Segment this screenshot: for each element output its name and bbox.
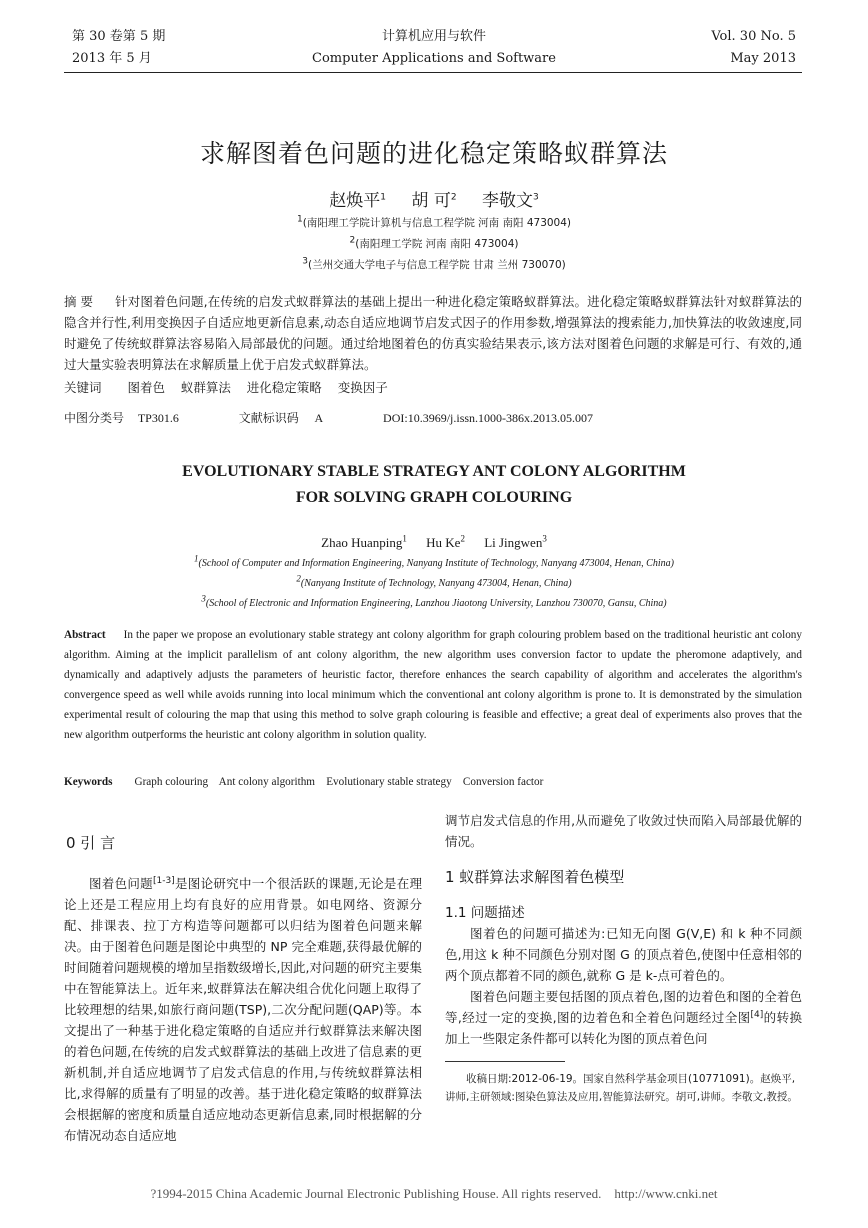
section-heading-intro: 0 引 言: [66, 834, 116, 852]
header-volume: [72, 26, 165, 70]
clc-value: TP301.6: [137, 411, 179, 425]
keywords-en-label: Keywords: [64, 776, 113, 788]
author-en: Hu Ke$^2$: [426, 533, 465, 550]
problem-paragraph-1: 图着色的问题可描述为:已知无向图 G(V,E) 和 k 种不同颜色,用这 k 种不同颜色分别对图 G 的顶点着色,使图中任意相邻的两个顶点都着不同的颜色,就称 G 是 k-点可着色的。: [445, 926, 802, 983]
author-cn: 胡 可$^2$: [411, 191, 457, 211]
abstract-cn: [64, 291, 802, 375]
keywords-cn: [64, 377, 802, 398]
keywords-en: [64, 772, 802, 792]
footnote: 收稿日期:2012-06-19。国家自然科学基金项目(10771091)。赵焕平,讲师,主研领域:图染色算法及应用,智能算法研究。胡可,讲师。李敬文,教授。: [445, 1073, 798, 1103]
header-center-line1: 计算机应用与软件: [381, 29, 486, 44]
right-column: [445, 810, 802, 1106]
copyright-footer: ?1994-2015 China Academic Journal Electronic Publishing House. All rights reserved. http://www.cnki.net: [150, 1186, 718, 1201]
header-issue: [711, 26, 796, 70]
citation: [1-3]: [152, 875, 175, 886]
affiliation-cn: $^2$(南阳理工学院 河南 南阳 473004): [349, 235, 519, 250]
header-journal: [234, 26, 634, 70]
abstract-en-label: Abstract: [64, 629, 106, 641]
header-left-line2: 2013 年 5 月: [72, 51, 152, 66]
abstract-en: [64, 625, 802, 745]
header-right-line1: Vol. 30 No. 5: [711, 29, 796, 44]
doc-code-label: 文献标识码: [238, 411, 299, 425]
keywords-en-text: Graph colouring Ant colony algorithm Evolutionary stable strategy Conversion factor: [134, 776, 544, 788]
section-heading-1: 1 蚁群算法求解图着色模型: [445, 868, 625, 886]
affiliation-cn: $^3$(兰州交通大学电子与信息工程学院 甘肃 兰州 730070): [302, 256, 566, 271]
abstract-cn-text: 针对图着色问题,在传统的启发式蚁群算法的基础上提出一种进化稳定策略蚁群算法。进化稳定策略蚁群算法针对蚁群算法的隐含并行性,利用变换因子自适应地更新信息素,动态自适应地调节启发式因子的作用参数,增强算法的搜索能力,加快算法的收敛速度,同时避免了传统蚁群算法容易陷入局部最优的问题。通过给地图着色的仿真实验结果表示,该方法对图着色问题的求解是可行、有效的,通过大量实验表明算法在求解质量上优于启发式蚁群算法。: [64, 294, 802, 372]
authors-en: [0, 535, 868, 551]
author-en: Zhao Huanping$^1$: [321, 533, 407, 550]
classification-line: [64, 408, 802, 429]
footnote-rule: [445, 1061, 565, 1062]
author-en: Li Jingwen$^3$: [484, 533, 547, 550]
header-center-line2: Computer Applications and Software: [312, 51, 556, 66]
affiliation-en: $^1$(School of Computer and Information Engineering, Nanyang Institute of Technology, Nanyang 473004, Henan, China): [194, 553, 674, 569]
citation: [4]: [750, 1009, 764, 1020]
header-left-line1: 第 30 卷第 5 期: [72, 29, 166, 44]
keywords-cn-text: 图着色 蚁群算法 进化稳定策略 变换因子: [127, 380, 388, 395]
doc-code-value: A: [314, 411, 324, 425]
affiliation-en: $^2$(Nanyang Institute of Technology, Nanyang 473004, Henan, China): [296, 573, 572, 589]
doi: DOI:10.3969/j.issn.1000-386x.2013.05.007: [383, 411, 594, 425]
author-cn: 李敬文$^3$: [481, 191, 539, 211]
header-rule: [64, 72, 802, 73]
author-cn: 赵焕平$^1$: [329, 191, 387, 211]
intro-paragraph: 图着色问题[1-3]是图论研究中一个很活跃的课题,无论是在理论上还是工程应用上均有良好的应用背景。如电网络、资源分配、排课表、拉丁方构造等问题都可以归结为图着色问题来解决。由于图着色问题是图论中典型的 NP 完全难题,获得最优解的时间随着问题规模的增加呈指数级增长,因此,对问题的研究主要集中在智能算法上。近年来,蚁群算法在解决组合优化问题上取得了比较理想的结果,如旅行商问题(TSP),二次分配问题(QAP)等。本文提出了一种基于进化稳定策略的自适应并行蚁群算法来解决图的着色问题,在传统的启发式蚁群算法的基础上改进了信息素的更新机制,并自适应地调节了启发式信息的作用,与传统蚁群算法相比,求得解的质量有了明显的改善。基于进化稳定策略的蚁群算法会根据解的密度和质量自适应地动态更新信息素,同时根据解的分布情况动态自适应地: [64, 875, 422, 1143]
paper-title-en: [0, 459, 868, 511]
abstract-cn-label: 摘 要: [64, 294, 93, 309]
problem-paragraph-2: 图着色问题主要包括图的顶点着色,图的边着色和图的全着色等,经过一定的变换,图的边着色和全着色问题经过全图[4]的转换加上一些限定条件都可以转化为图的顶点着色问: [445, 989, 802, 1046]
paper-title-cn: 求解图着色问题的进化稳定策略蚁群算法: [199, 139, 668, 168]
clc-label: 中图分类号: [64, 411, 125, 425]
section-heading-1-1: 1.1 问题描述: [445, 905, 525, 921]
title-en-line2: FOR SOLVING GRAPH COLOURING: [295, 489, 573, 506]
affiliation-en: $^3$(School of Electronic and Information Engineering, Lanzhou Jiaotong University, Lanzhou 730070, Gansu, China): [201, 593, 667, 609]
intro-paragraph-cont: 调节启发式信息的作用,从而避免了收敛过快而陷入局部最优解的情况。: [445, 813, 802, 849]
keywords-cn-label: 关键词: [64, 380, 102, 395]
title-en-line1: EVOLUTIONARY STABLE STRATEGY ANT COLONY ALGORITHM: [182, 463, 686, 480]
header-right-line2: May 2013: [730, 51, 796, 66]
left-column: [64, 832, 422, 1146]
authors-cn: [0, 186, 868, 211]
abstract-en-text: In the paper we propose an evolutionary stable strategy ant colony algorithm for graph colouring problem based on the traditional heuristic ant colony algorithm. Aiming at the implicit parallelism of ant colony algorithm, the new algorithm uses conversion factor to update the pheromone adaptively, and dynamically and adaptively adjusts the parameters of heuristic factor, therefore enhances the search capability of algorithm and accelerates the algorithm's convergence speed as well while avoids running into local minimum which the conventional ant colony algorithm is prone to. It is demonstrated by the simulation experimental result of colouring the map that using this method to solve graph colouring is feasible and effective; a great deal of experiments also proves that the new algorithm outperforms the heuristic ant colony algorithm in solution quality.: [64, 629, 802, 741]
affiliation-cn: $^1$(南阳理工学院计算机与信息工程学院 河南 南阳 473004): [296, 214, 572, 229]
